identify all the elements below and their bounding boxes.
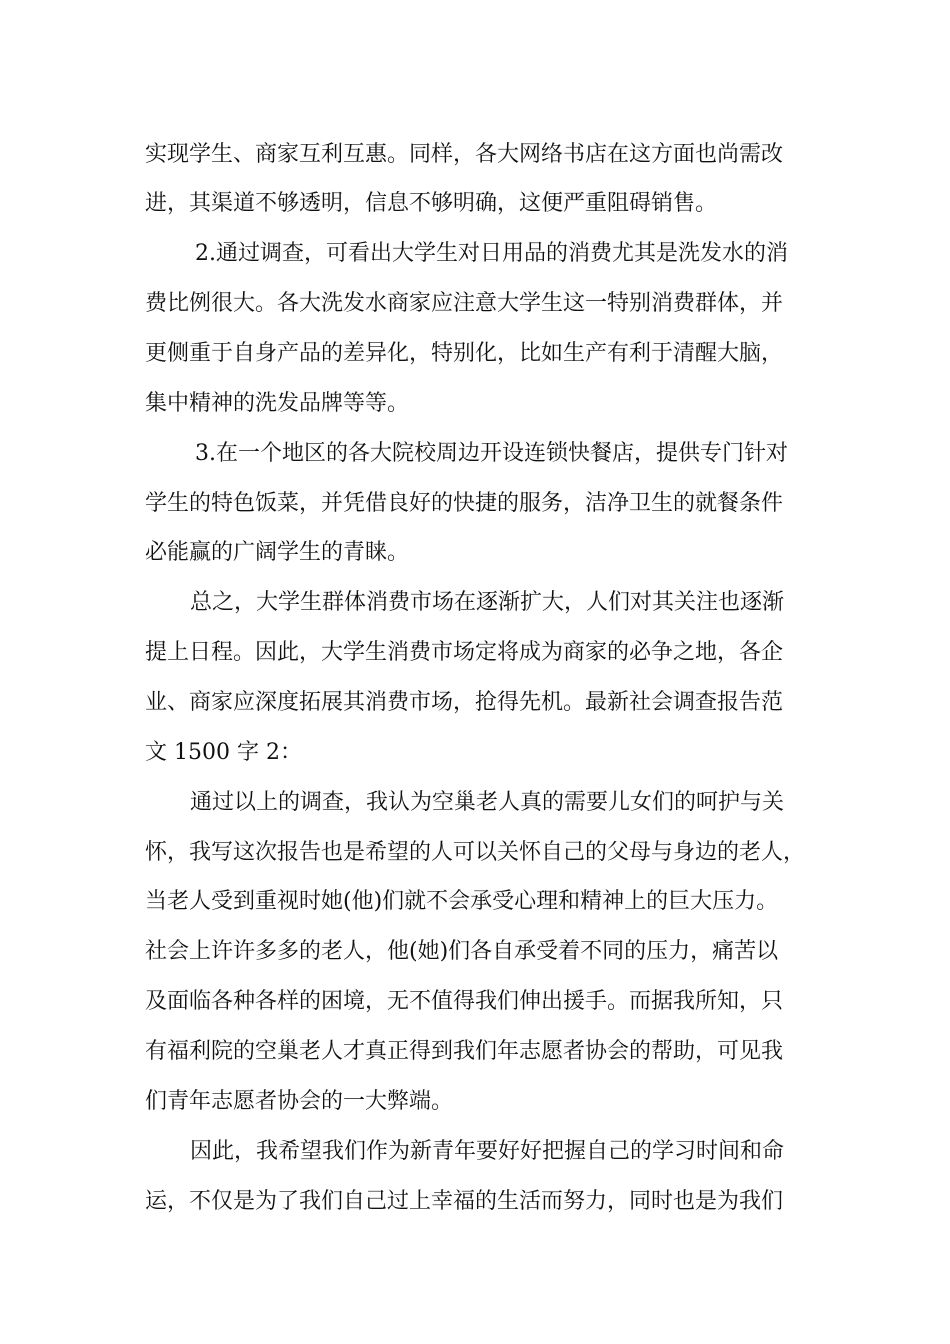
text-line: 集中精神的洗发品牌等等。	[145, 391, 410, 416]
text-line: 进，其渠道不够透明，信息不够明确，这便严重阻碍销售。	[145, 191, 718, 216]
text-line: 费比例很大。各大洗发水商家应注意大学生这一特别消费群体，并	[145, 291, 784, 316]
text-line: 更侧重于自身产品的差异化，特别化，比如生产有利于清醒大脑，	[145, 341, 784, 366]
text-line: 因此，我希望我们作为新青年要好好把握自己的学习时间和命	[190, 1139, 785, 1164]
text-line: 实现学生、商家互利互惠。同样，各大网络书店在这方面也尚需改	[145, 142, 784, 167]
text-line: 提上日程。因此，大学生消费市场定将成为商家的必争之地，各企	[145, 640, 784, 665]
text-line: 社会上许许多多的老人，他(她)们各自承受着不同的压力，痛苦以	[145, 939, 779, 964]
text-line: 运，不仅是为了我们自己过上幸福的生活而努力，同时也是为我们	[145, 1189, 784, 1214]
text-line: 怀，我写这次报告也是希望的人可以关怀自己的父母与身边的老人，	[145, 840, 806, 865]
text-line: 必能赢的广阔学生的青睐。	[145, 540, 410, 565]
text-line: 通过以上的调查，我认为空巢老人真的需要儿女们的呵护与关	[190, 790, 785, 815]
text-line: 3.在一个地区的各大院校周边开设连锁快餐店，提供专门针对	[195, 441, 788, 466]
text-line: 文 1500 字 2：	[145, 740, 302, 765]
text-line: 有福利院的空巢老人才真正得到我们年志愿者协会的帮助，可见我	[145, 1039, 784, 1064]
text-line: 学生的特色饭菜，并凭借良好的快捷的服务，洁净卫生的就餐条件	[145, 491, 784, 516]
text-line: 们青年志愿者协会的一大弊端。	[145, 1089, 454, 1114]
text-line: 当老人受到重视时她(他)们就不会承受心理和精神上的巨大压力。	[145, 889, 779, 914]
text-line: 及面临各种各样的困境，无不值得我们伸出援手。而据我所知，只	[145, 989, 784, 1014]
text-line: 总之，大学生群体消费市场在逐渐扩大，人们对其关注也逐渐	[190, 590, 785, 615]
text-line: 业、商家应深度拓展其消费市场，抢得先机。最新社会调查报告范	[145, 690, 784, 715]
text-line: 2.通过调查，可看出大学生对日用品的消费尤其是洗发水的消	[195, 241, 788, 266]
